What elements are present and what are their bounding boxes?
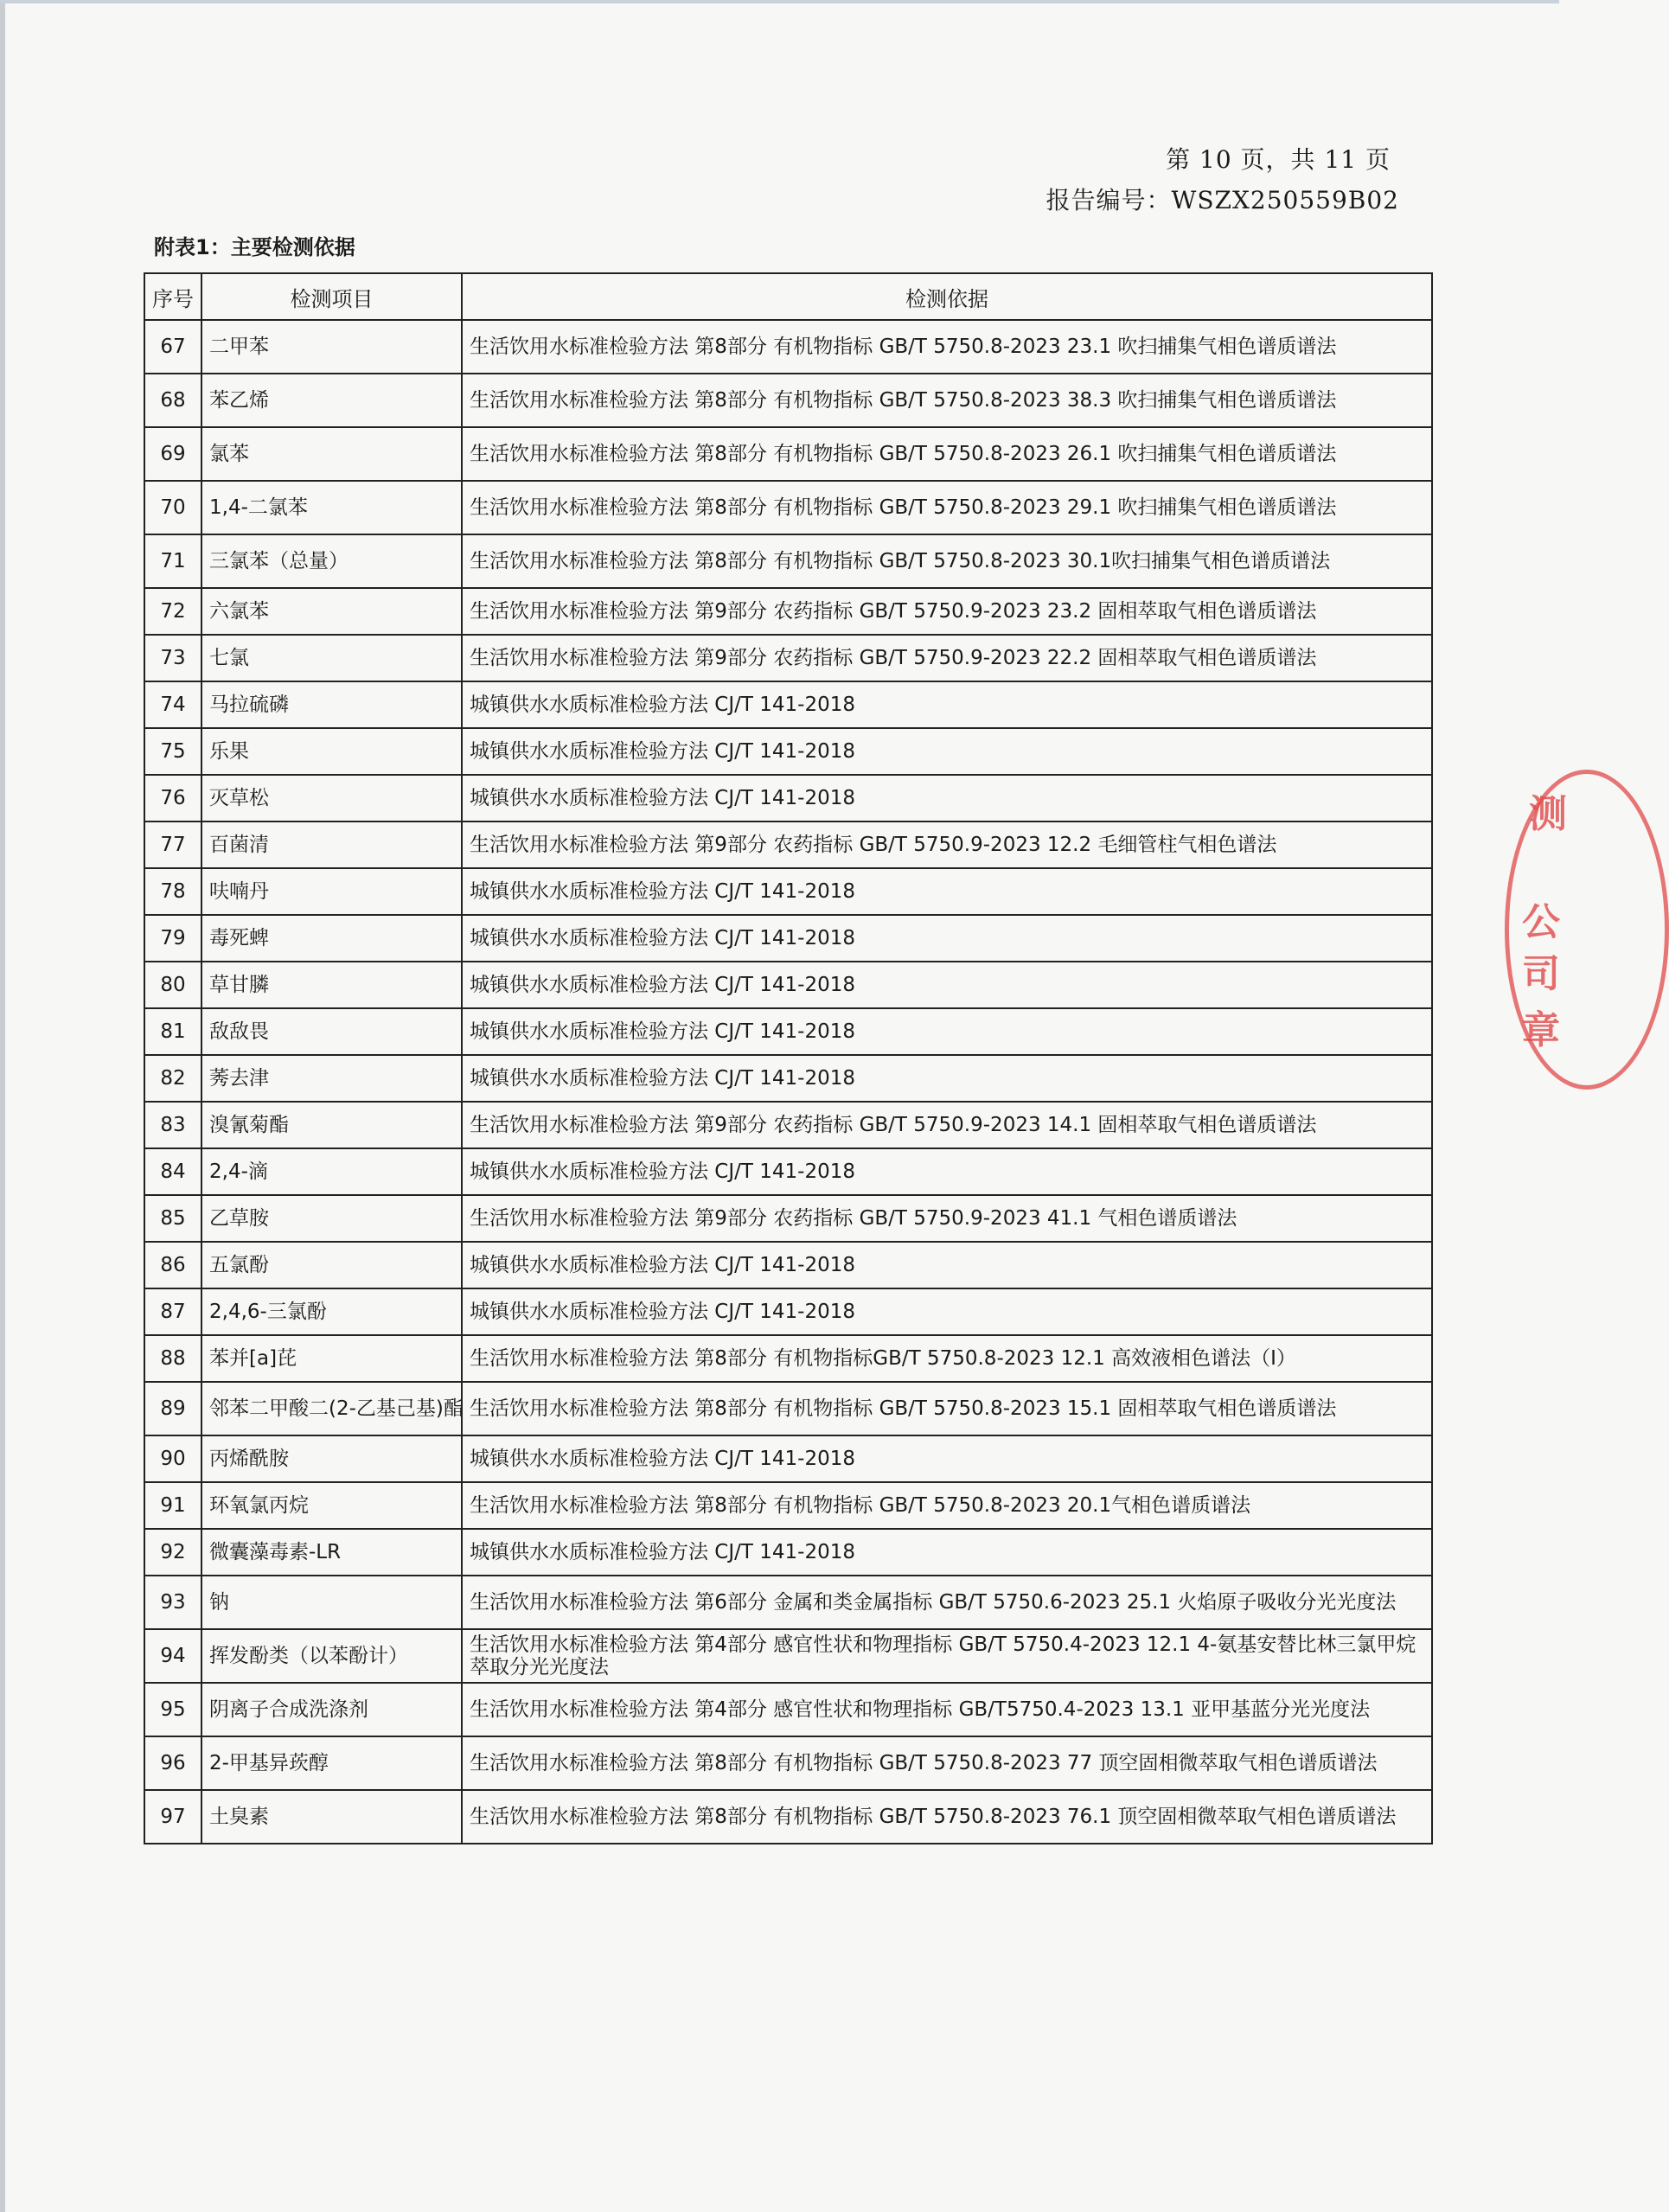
row-test-item: 丙烯酰胺 (201, 1435, 462, 1482)
table-row (144, 1629, 1432, 1683)
row-test-item: 苯乙烯 (201, 374, 462, 427)
row-number: 73 (144, 635, 201, 681)
row-test-method: 生活饮用水标准检验方法 第8部分 有机物指标 GB/T 5750.8-2023 15.1 固相萃取气相色谱质谱法 (462, 1382, 1432, 1435)
table-row (144, 534, 1432, 588)
row-test-item: 草甘膦 (201, 962, 462, 1008)
row-test-method: 城镇供水水质标准检验方法 CJ/T 141-2018 (462, 681, 1432, 728)
row-test-item: 莠去津 (201, 1055, 462, 1102)
table-row (144, 868, 1432, 915)
row-test-method: 生活饮用水标准检验方法 第8部分 有机物指标 GB/T 5750.8-2023 76.1 顶空固相微萃取气相色谱质谱法 (462, 1790, 1432, 1844)
row-test-method: 生活饮用水标准检验方法 第4部分 感官性状和物理指标 GB/T5750.4-2023 13.1 亚甲基蓝分光光度法 (462, 1683, 1432, 1736)
row-test-method: 生活饮用水标准检验方法 第9部分 农药指标 GB/T 5750.9-2023 14.1 固相萃取气相色谱质谱法 (462, 1102, 1432, 1148)
row-number: 76 (144, 775, 201, 822)
row-test-item: 灭草松 (201, 775, 462, 822)
row-test-item: 七氯 (201, 635, 462, 681)
row-number: 82 (144, 1055, 201, 1102)
table-row (144, 1102, 1432, 1148)
column-header-no: 序号 (144, 273, 201, 320)
row-number: 72 (144, 588, 201, 635)
row-test-method: 生活饮用水标准检验方法 第8部分 有机物指标 GB/T 5750.8-2023 23.1 吹扫捕集气相色谱质谱法 (462, 320, 1432, 374)
table-row (144, 427, 1432, 481)
row-test-method: 生活饮用水标准检验方法 第4部分 感官性状和物理指标 GB/T 5750.4-2023 12.1 4-氨基安替比林三氯甲烷萃取分光光度法 (462, 1629, 1432, 1683)
row-test-item: 2,4,6-三氯酚 (201, 1288, 462, 1335)
table-row (144, 1195, 1432, 1242)
row-test-item: 二甲苯 (201, 320, 462, 374)
row-test-method: 生活饮用水标准检验方法 第6部分 金属和类金属指标 GB/T 5750.6-2023 25.1 火焰原子吸收分光光度法 (462, 1576, 1432, 1629)
detection-basis-table (144, 272, 1433, 1844)
row-number: 95 (144, 1683, 201, 1736)
row-test-item: 挥发酚类（以苯酚计） (201, 1629, 462, 1683)
row-test-method: 生活饮用水标准检验方法 第8部分 有机物指标 GB/T 5750.8-2023 29.1 吹扫捕集气相色谱质谱法 (462, 481, 1432, 534)
row-number: 97 (144, 1790, 201, 1844)
table-row (144, 728, 1432, 775)
row-test-method: 生活饮用水标准检验方法 第9部分 农药指标 GB/T 5750.9-2023 12.2 毛细管柱气相色谱法 (462, 822, 1432, 868)
table-row (144, 1055, 1432, 1102)
row-number: 74 (144, 681, 201, 728)
row-number: 71 (144, 534, 201, 588)
row-test-item: 六氯苯 (201, 588, 462, 635)
page-number: 第 10 页，共 11 页 (1166, 145, 1391, 174)
row-test-method: 城镇供水水质标准检验方法 CJ/T 141-2018 (462, 962, 1432, 1008)
table-row (144, 962, 1432, 1008)
row-test-item: 邻苯二甲酸二(2-乙基己基)酯 (201, 1382, 462, 1435)
table-row (144, 1790, 1432, 1844)
table-row (144, 1335, 1432, 1382)
table-row (144, 1148, 1432, 1195)
table-row (144, 481, 1432, 534)
row-test-method: 城镇供水水质标准检验方法 CJ/T 141-2018 (462, 1242, 1432, 1288)
row-test-method: 生活饮用水标准检验方法 第8部分 有机物指标 GB/T 5750.8-2023 38.3 吹扫捕集气相色谱质谱法 (462, 374, 1432, 427)
row-number: 67 (144, 320, 201, 374)
table-row (144, 1529, 1432, 1576)
row-test-method: 城镇供水水质标准检验方法 CJ/T 141-2018 (462, 1435, 1432, 1482)
table-header-row (144, 273, 1432, 320)
row-test-method: 生活饮用水标准检验方法 第9部分 农药指标 GB/T 5750.9-2023 23.2 固相萃取气相色谱质谱法 (462, 588, 1432, 635)
row-test-item: 微囊藻毒素-LR (201, 1529, 462, 1576)
row-test-method: 城镇供水水质标准检验方法 CJ/T 141-2018 (462, 1055, 1432, 1102)
row-number: 92 (144, 1529, 201, 1576)
row-test-method: 城镇供水水质标准检验方法 CJ/T 141-2018 (462, 775, 1432, 822)
row-number: 68 (144, 374, 201, 427)
row-number: 78 (144, 868, 201, 915)
row-number: 84 (144, 1148, 201, 1195)
table-row (144, 1736, 1432, 1790)
row-test-method: 城镇供水水质标准检验方法 CJ/T 141-2018 (462, 1529, 1432, 1576)
row-test-method: 城镇供水水质标准检验方法 CJ/T 141-2018 (462, 1148, 1432, 1195)
row-test-method: 生活饮用水标准检验方法 第9部分 农药指标 GB/T 5750.9-2023 41.1 气相色谱质谱法 (462, 1195, 1432, 1242)
row-test-method: 生活饮用水标准检验方法 第8部分 有机物指标 GB/T 5750.8-2023 30.1吹扫捕集气相色谱质谱法 (462, 534, 1432, 588)
row-test-item: 三氯苯（总量） (201, 534, 462, 588)
row-test-method: 城镇供水水质标准检验方法 CJ/T 141-2018 (462, 728, 1432, 775)
row-number: 77 (144, 822, 201, 868)
row-number: 89 (144, 1382, 201, 1435)
table-row (144, 1242, 1432, 1288)
row-test-item: 毒死蜱 (201, 915, 462, 962)
row-test-item: 氯苯 (201, 427, 462, 481)
table-row (144, 635, 1432, 681)
row-number: 70 (144, 481, 201, 534)
row-test-method: 生活饮用水标准检验方法 第9部分 农药指标 GB/T 5750.9-2023 22.2 固相萃取气相色谱质谱法 (462, 635, 1432, 681)
row-test-item: 土臭素 (201, 1790, 462, 1844)
table-row (144, 374, 1432, 427)
row-test-item: 1,4-二氯苯 (201, 481, 462, 534)
row-number: 83 (144, 1102, 201, 1148)
row-test-method: 生活饮用水标准检验方法 第8部分 有机物指标 GB/T 5750.8-2023 20.1气相色谱质谱法 (462, 1482, 1432, 1529)
seal-char: 测 (1529, 792, 1567, 836)
row-test-method: 生活饮用水标准检验方法 第8部分 有机物指标GB/T 5750.8-2023 12.1 高效液相色谱法（Ⅰ） (462, 1335, 1432, 1382)
row-test-item: 呋喃丹 (201, 868, 462, 915)
row-number: 85 (144, 1195, 201, 1242)
row-test-method: 城镇供水水质标准检验方法 CJ/T 141-2018 (462, 1288, 1432, 1335)
row-test-item: 敌敌畏 (201, 1008, 462, 1055)
row-number: 93 (144, 1576, 201, 1629)
table-row (144, 1576, 1432, 1629)
row-test-method: 生活饮用水标准检验方法 第8部分 有机物指标 GB/T 5750.8-2023 77 顶空固相微萃取气相色谱质谱法 (462, 1736, 1432, 1790)
seal-char: 章 (1522, 1008, 1560, 1052)
row-number: 94 (144, 1629, 201, 1683)
row-number: 81 (144, 1008, 201, 1055)
row-test-item: 马拉硫磷 (201, 681, 462, 728)
row-test-method: 生活饮用水标准检验方法 第8部分 有机物指标 GB/T 5750.8-2023 26.1 吹扫捕集气相色谱质谱法 (462, 427, 1432, 481)
column-header-method: 检测依据 (462, 273, 1432, 320)
row-test-item: 2-甲基异莰醇 (201, 1736, 462, 1790)
table-row (144, 822, 1432, 868)
row-test-item: 苯并[a]芘 (201, 1335, 462, 1382)
row-test-item: 阴离子合成洗涤剂 (201, 1683, 462, 1736)
row-test-item: 溴氰菊酯 (201, 1102, 462, 1148)
table-row (144, 1288, 1432, 1335)
seal-char: 司 (1522, 952, 1560, 996)
row-test-method: 城镇供水水质标准检验方法 CJ/T 141-2018 (462, 868, 1432, 915)
row-number: 96 (144, 1736, 201, 1790)
row-number: 87 (144, 1288, 201, 1335)
row-number: 86 (144, 1242, 201, 1288)
column-header-item: 检测项目 (201, 273, 462, 320)
row-test-item: 五氯酚 (201, 1242, 462, 1288)
table-row (144, 320, 1432, 374)
row-test-method: 城镇供水水质标准检验方法 CJ/T 141-2018 (462, 915, 1432, 962)
row-test-item: 乙草胺 (201, 1195, 462, 1242)
table-row (144, 681, 1432, 728)
table-row (144, 588, 1432, 635)
row-test-method: 城镇供水水质标准检验方法 CJ/T 141-2018 (462, 1008, 1432, 1055)
table-row (144, 915, 1432, 962)
row-test-item: 乐果 (201, 728, 462, 775)
row-number: 80 (144, 962, 201, 1008)
table-row (144, 1435, 1432, 1482)
seal-char: 公 (1522, 900, 1560, 944)
table-row (144, 1482, 1432, 1529)
appendix-title: 附表1：主要检测依据 (154, 235, 355, 259)
table-row (144, 1008, 1432, 1055)
table-row (144, 1382, 1432, 1435)
row-number: 88 (144, 1335, 201, 1382)
row-test-item: 环氧氯丙烷 (201, 1482, 462, 1529)
scan-edge-top (0, 0, 1559, 3)
row-test-item: 百菌清 (201, 822, 462, 868)
row-number: 79 (144, 915, 201, 962)
row-number: 69 (144, 427, 201, 481)
table-row (144, 1683, 1432, 1736)
row-number: 75 (144, 728, 201, 775)
row-number: 91 (144, 1482, 201, 1529)
table-row (144, 775, 1432, 822)
report-number: 报告编号：WSZX250559B02 (1046, 186, 1399, 214)
scan-edge (0, 0, 5, 2212)
row-test-item: 钠 (201, 1576, 462, 1629)
row-test-item: 2,4-滴 (201, 1148, 462, 1195)
row-number: 90 (144, 1435, 201, 1482)
